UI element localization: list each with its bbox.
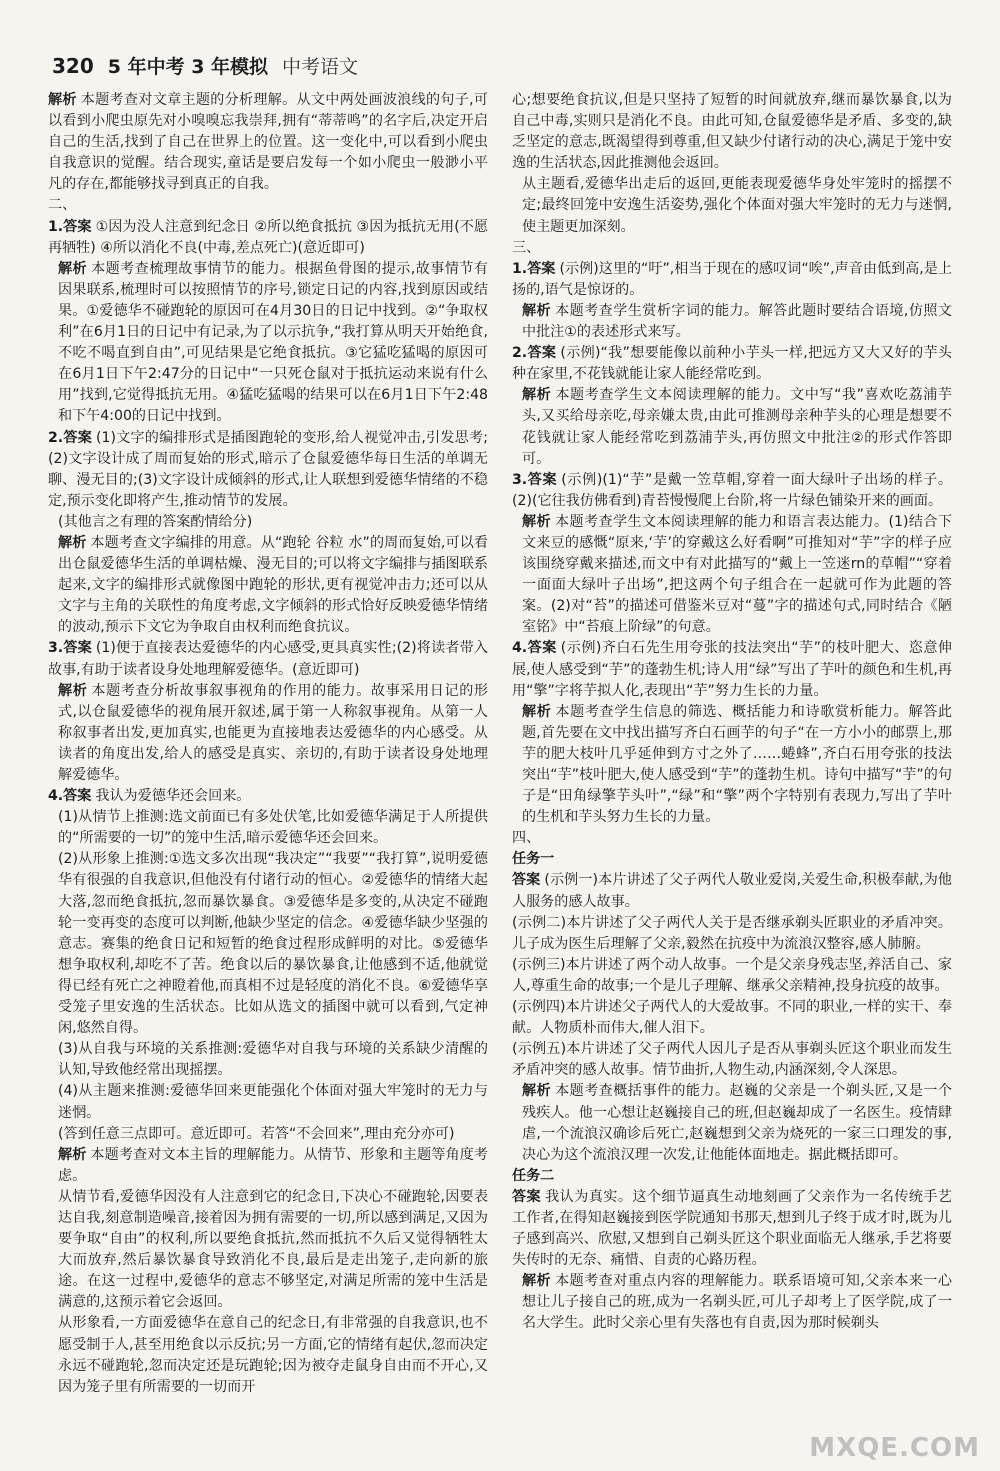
question-number: 2. [48,429,64,446]
body-text: (4)从主题来推测:爱德华回来更能强化个体面对强大牢笼时的无力与迷惘。 [58,1083,488,1121]
body-text: (示例三)本片讲述了两个动人故事。一个是父亲身残志坚,养活自己、家人,尊重生命的故事;一个是儿子理解、继承父亲精神,投身抗疫的故事。 [512,956,952,994]
text-block [512,638,952,701]
text-block [512,849,952,870]
text-block [48,807,488,849]
body-text: (示例)齐白石先生用夸张的技法突出“芋”的枝叶肥大、恣意伸展,使人感受到“芋”的蓬勃生机;诗人用“绿”写出了芋叶的颜色和生机,再用“擎”字将芋拟人化,表现出“芋”努力生长的力量。 [512,640,952,699]
answer-tag: 解析 [58,260,88,277]
question-number: 3. [512,471,528,488]
text-block [512,385,952,469]
question-number: 1. [512,260,528,277]
text-block [512,1166,952,1187]
book-title: 5 年中考 3 年模拟 [107,56,269,78]
answer-tag: 答案 [63,218,92,235]
body-text: 从情节看,爱德华因没有人注意到它的纪念日,下决心不碰跑轮,因要表达自我,刻意制造噪音,接着因为拥有需要的一切,所以感到满足,又因为要争取“自由”的权利,所以要绝食抵抗,然而抵抗不久后又觉得牺牲太大而放弃,然后暴饮暴食导致消化不良,最后是走出笼子,走向新的旅途。在这一过程中,爱德华的意志不够坚定,对满足所需的笼中生活是满意的,这预示着它会返回。 [58,1188,488,1311]
text-block [512,470,952,512]
body-text: 我认为爱德华还会回来。 [95,788,251,805]
text-block [512,955,952,997]
body-text: (其他言之有理的答案酌情给分) [58,513,253,530]
body-text: 从主题看,爱德华出走后的返回,更能表现爱德华身处牢笼时的摇摆不定;最终回笼中安逸生活姿势,强化个体面对强大牢笼时的无力与迷惘,使主题更加深刻。 [522,176,952,235]
body-text: 本题考查梳理故事情节的能力。根据鱼骨图的提示,故事情节有因果联系,梳理时可以按照情节的序号,锁定日记的内容,找到原因或结果。①爱德华不碰跑轮的原因可在4月30日的日记中找到。②“争取权利”在6月1日的日记中有记录,为了以示抗争,“我打算从明天开始绝食,不吃不喝直到自由”,可见结果是它绝食抵抗。③它猛吃猛喝的原因可在6月1日下午2:47分的日记中“一只死仓鼠对于抵抗运动来说有什么用”找到,它觉得抵抗无用。④猛吃猛喝的结果可以在6月1日下午2:48和下午4:00的日记中找到。 [58,260,489,425]
body-text: 我认为真实。这个细节逼真生动地刻画了父亲作为一名传统手艺工作者,在得知赵巍接到医学院通知书那天,想到儿子终于成才时,既为儿子感到高兴、欣慰,又想到自己剃头匠这个职业面临无人继承,手艺将要失传时的无奈、痛惜、自责的心路历程。 [512,1188,953,1269]
body-text: (1)从情节上推测:选文前面已有多处伏笔,比如爱德华满足于人所提供的“所需要的一切”的笼中生活,暗示爱德华还会回来。 [58,809,488,847]
body-text: (示例)这里的“吁”,相当于现在的感叹词“唉”,声音由低到高,是上扬的,语气是惊讶的。 [512,260,953,298]
body-text: (示例五)本片讲述了父子两代人因儿子是否从事剃头匠这个职业而发生矛盾冲突的感人故事。情节曲折,人物生动,内涵深刻,令人深思。 [512,1041,952,1079]
text-block [48,638,488,680]
text-block [512,343,952,385]
body-text: (示例)“我”想要能像以前种小芋头一样,把远方又大又好的芋头种在家里,不花钱就能让家人能经常吃到。 [512,345,953,383]
body-text: (2)从形象上推测:①选文多次出现“我决定”“我要”“我打算”,说明爱德华有很强的自我意识,但他没有付诸行动的恒心。②爱德华的情绪大起大落,忽而绝食抵抗,忽而暴饮暴食。③爱德华是多变的,从决定不碰跑轮一变再变的态度可以判断,他缺少坚定的信念。④爱德华缺少坚强的意志。赛集的绝食日记和短暂的绝食过程形成鲜明的对比。⑤爱德华想争取权利,却吃不了苦。绝食以后的暴饮暴食,让他感到不适,他就觉得已经有死亡之神瞪着他,而真相不过是轻度的消化不良。⑥爱德华享受笼子里安逸的生活状态。比如从选文的插图中就可以看到,气定神闲,悠然自得。 [58,851,488,1037]
answer-tag: 解析 [522,302,552,319]
text-block [48,681,488,786]
body-text: 本题考查对重点内容的理解能力。联系语境可知,父亲本来一心想让儿子接自己的班,成为一名剃头匠,可儿子却考上了医学院,成了一名大学生。此时父亲心里有失落也有自责,因为那时候剃头 [522,1273,953,1332]
text-block [48,1039,488,1081]
answer-tag: 答案 [512,1188,542,1205]
body-text: (1)文字的编排形式是插图跑轮的变形,给人视觉冲击,引发思考;(2)文字设计成了周而复始的形式,暗示了仓鼠爱德华每日生活的单调无聊、漫无目的;(3)文字设计成倾斜的形式,让人联想到爱德华情绪的不稳定,预示变化即将产生,推动情节的发展。 [48,429,489,509]
answer-tag: 解析 [522,1083,552,1100]
body-text: ①因为没人注意到纪念日 ②所以绝食抵抗 ③因为抵抗无用(不愿再牺牲) ④所以消化不良(中毒,差点死亡)(意近即可) [48,218,488,256]
text-block [512,997,952,1039]
page-number: 320 [52,54,94,78]
body-text: 本题考查学生文本阅读理解的能力和语言表达能力。(1)结合下文来豆的感慨“原来,‘芋’的穿戴这么好看啊”可推知对“芋”字的样子应该围绕穿戴来描述,而文中有对此描写的“戴上一笠迷rn的草帽”“穿着一面面大绿叶子出场”,把这两个句子组合在一起就可作为此题的答案。(2)对“苔”的描述可借鉴米豆对“蔓”字的描述句式,同时结合《陋室铭》中“苔痕上阶绿”的句意。 [522,513,953,636]
text-block [48,1145,488,1187]
text-block [48,217,488,259]
section-heading: 二、 [48,197,77,214]
text-block [512,870,952,912]
body-text: (示例)(1)“芋”是戴一笠草帽,穿着一面大绿叶子出场的样子。(2)(它往我仿佛看到)青苔慢慢爬上台阶,将一片绿色铺染开来的画面。 [512,471,953,509]
text-block [512,301,952,343]
text-block [512,90,952,174]
answer-tag: 解析 [58,1146,87,1163]
body-text: 心;想要绝食抗议,但是只坚持了短暂的时间就放弃,继而暴饮暴食,以为自己中毒,实则只是消化不良。由此可知,仓鼠爱德华是矛盾、多变的,缺乏坚定的意志,既渴望得到尊重,但又缺少付诸行动的决心,满足于笼中安逸的生活状态,因此推测他会返回。 [512,92,952,172]
left-column [48,90,488,1398]
answer-tag: 答案 [527,260,556,277]
subject-label: 中考语文 [282,56,359,78]
text-block [512,1187,952,1271]
body-text: (示例四)本片讲述父子两代人的大爱故事。不同的职业,一样的实干、奉献。人物质朴而伟大,催人泪下。 [512,999,952,1037]
text-block [512,828,952,849]
task-heading: 任务一 [512,851,555,868]
text-block [48,512,488,533]
answer-tag: 答案 [527,345,557,362]
text-block [512,1039,952,1081]
answer-tag: 解析 [58,682,88,699]
answer-tag: 解析 [58,534,87,551]
body-text: 本题考查学生信息的筛选、概括能力和诗歌赏析能力。解答此题,首先要在文中找出描写齐白石画芋的句子“在一方小小的邮票上,那芋的肥大枝叶几乎延伸到方寸之外了……蜷蜂”,齐白石用夸张的技法突出“芋”枝叶肥大,使人感受到“芋”的蓬勃生机。诗句中描写“芋”的句子是“田角绿擎芋头叶”,“绿”和“擎”两个字特别有表现力,写出了芋叶的生机和芋头努力生长的力量。 [522,703,952,826]
watermark: MXQE.COM [809,1433,980,1463]
answer-tag: 解析 [522,513,552,530]
text-block [512,259,952,301]
text-block [48,849,488,1039]
body-text: 本题考查概括事件的能力。赵巍的父亲是一个剃头匠,又是一个残疾人。他一心想让赵巍接自己的班,但赵巍却成了一名医生。疫情肆虐,一个流浪汉确诊后死亡,赵巍想到父亲为烧死的一家三口理发的事,决心为这个流浪汉理一次发,让他能体面地走。据此概括即可。 [522,1083,953,1163]
text-block [48,259,488,428]
text-block [48,1187,488,1314]
body-text: (答到任意三点即可。意近即可。若答“不会回来”,理由充分亦可) [58,1125,455,1142]
answer-tag: 答案 [512,872,541,889]
body-text: 本题考查学生文本阅读理解的能力。文中写“我”喜欢吃荔浦芋头,又买给母亲吃,母亲嫌太贵,由此可推测母亲种芋头的心理是想要不花钱就让家人能经常吃到荔浦芋头,再仿照文中批注②的形式作答即可。 [522,387,952,467]
body-text: 本题考查分析故事叙事视角的作用的能力。故事采用日记的形式,以仓鼠爱德华的视角展开叙述,属于第一人称叙事视角。从第一人称叙事者出发,更加真实,也能更为直接地表达爱德华的内心感受。从读者的角度出发,给人的感受是真实、亲切的,有助于读者设身处地理解爱德华。 [58,682,488,783]
text-block [512,238,952,259]
body-text: 从形象看,一方面爱德华在意自己的纪念日,有非常强的自我意识,也不愿受制于人,甚至用绝食以示反抗;另一方面,它的情绪有起伏,忽而决定永远不碰跑轮,忽而决定还是玩跑轮;因为被夺走鼠身自由而不开心,又因为笼子里有所需要的一切而开 [58,1315,488,1395]
body-text: (示例一)本片讲述了父子两代人敬业爱岗,关爱生命,积极奉献,为他人服务的感人故事。 [512,872,953,910]
answer-tag: 解析 [522,387,552,404]
section-heading: 四、 [512,830,541,847]
question-number: 1. [48,218,64,235]
answer-tag: 答案 [63,640,92,657]
text-block [512,913,952,955]
text-block [512,1081,952,1165]
text-block [48,1313,488,1397]
answer-tag: 解析 [522,703,552,720]
text-block [512,702,952,829]
task-heading: 任务二 [512,1167,555,1184]
section-heading: 三、 [512,239,541,256]
question-number: 4. [512,640,528,657]
page-header [52,52,358,82]
body-text: 本题考查对文本主旨的理解能力。从情节、形象和主题等角度考虑。 [58,1146,489,1184]
question-number: 3. [48,640,64,657]
text-block [512,512,952,639]
text-block [48,533,488,638]
text-block [48,90,488,195]
answer-tag: 解析 [522,1273,552,1290]
right-column [512,90,952,1335]
text-block [48,1124,488,1145]
text-block [512,174,952,237]
question-number: 4. [48,788,64,805]
text-block [48,195,488,216]
answer-tag: 答案 [527,471,558,488]
text-block [48,786,488,807]
body-text: 本题考查学生赏析字词的能力。解答此题时要结合语境,仿照文中批注①的表述形式来写。 [522,302,953,341]
body-text: (1)便于直接表达爱德华的内心感受,更具真实性;(2)将读者带入故事,有助于读者设身处地理解爱德华。(意近即可) [48,640,489,678]
answer-tag: 答案 [63,788,92,805]
body-text: (示例二)本片讲述了父子两代人关于是否继承剃头匠职业的矛盾冲突。儿子成为医生后理解了父亲,毅然在抗疫中为流浪汉整容,感人肺腑。 [512,914,952,952]
answer-tag: 答案 [63,429,93,446]
text-block [48,1081,488,1123]
answer-tag: 答案 [527,640,557,657]
body-text: 本题考查文字编排的用意。从“跑轮 谷粒 水”的周而复始,可以看出仓鼠爱德华生活的单调枯燥、漫无目的;可以将文字编排与插图联系起来,文字的编排形式就像图中跑轮的形状,更有视觉冲击力;还可以从文字与主角的关联性的角度考虑,文字倾斜的形式恰好反映爱德华情绪的波动,预示下文它为争取自由权利而绝食抗议。 [58,534,489,636]
question-number: 2. [512,345,528,362]
text-block [48,428,488,512]
text-block [512,1271,952,1334]
body-text: 本题考查对文章主题的分析理解。从文中两处画波浪线的句子,可以看到小爬虫原先对小嗅嗅忘我崇拜,拥有“蒂蒂鸣”的名字后,决定开启自己的生活,找到了自己在世界上的位置。这一变化中,可以看到小爬虫自我意识的觉醒。结合现实,童话是要启发每一个如小爬虫一般渺小平凡的存在,都能够找寻到真正的自我。 [48,92,489,193]
body-text: (3)从自我与环境的关系推测:爱德华对自我与环境的关系缺少清醒的认知,导致他经常出现摇摆。 [58,1041,488,1079]
answer-tag: 解析 [48,92,77,108]
